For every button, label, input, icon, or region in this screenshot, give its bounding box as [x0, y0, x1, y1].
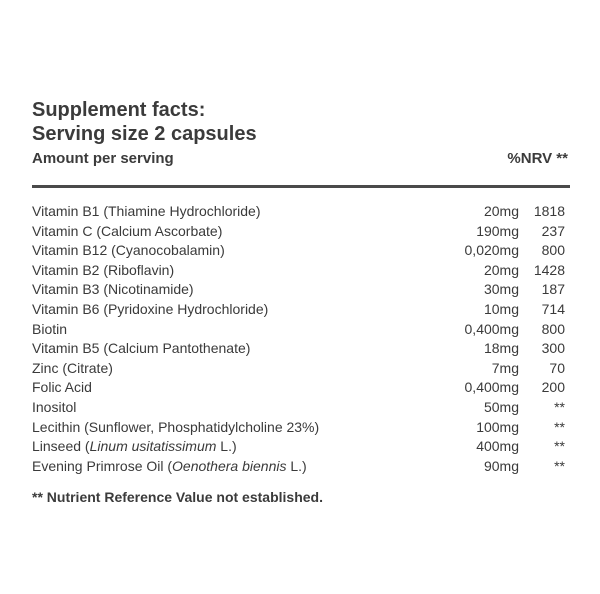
footnote: ** Nutrient Reference Value not established.	[32, 489, 323, 506]
table-row	[32, 280, 570, 300]
nutrient-name: Vitamin B3 (Nicotinamide)	[32, 281, 194, 298]
nutrient-nrv: **	[554, 418, 565, 435]
nutrient-nrv: **	[554, 457, 565, 474]
nutrient-nrv: **	[554, 398, 565, 415]
nutrient-nrv: **	[554, 438, 565, 455]
table-row	[32, 418, 570, 438]
nutrient-name: Biotin	[32, 320, 68, 337]
nutrient-amount: 0,020mg	[464, 242, 519, 259]
amount-header-row	[32, 149, 570, 169]
nutrient-nrv: 187	[541, 281, 565, 298]
nutrient-nrv: 237	[541, 222, 565, 239]
nutrient-amount: 0,400mg	[464, 320, 519, 337]
nutrient-name: Folic Acid	[32, 379, 92, 396]
name-suffix: L.)	[216, 438, 237, 455]
table-row	[32, 339, 570, 359]
title-line-2: Serving size 2 capsules	[32, 123, 257, 145]
table-row	[32, 261, 570, 281]
latin-name: Oenothera biennis	[172, 457, 287, 474]
table-row	[32, 359, 570, 379]
nutrient-nrv: 300	[541, 340, 565, 357]
nutrient-table	[32, 202, 570, 476]
nutrient-amount: 100mg	[476, 418, 519, 435]
table-row	[32, 202, 570, 222]
supplement-facts-panel	[32, 98, 570, 507]
nutrient-nrv: 800	[541, 320, 565, 337]
nutrient-amount: 190mg	[476, 222, 519, 239]
nutrient-nrv: 714	[541, 300, 565, 317]
nutrient-nrv: 800	[541, 242, 565, 259]
nutrient-name	[32, 457, 399, 477]
nutrient-amount: 7mg	[491, 359, 519, 376]
nutrient-amount: 90mg	[483, 457, 519, 474]
nutrient-name: Vitamin B6 (Pyridoxine Hydrochloride)	[32, 300, 269, 317]
nutrient-nrv: 1428	[533, 261, 565, 278]
nutrient-amount: 30mg	[483, 281, 519, 298]
nutrient-name: Vitamin C (Calcium Ascorbate)	[32, 222, 223, 239]
table-row	[32, 300, 570, 320]
nutrient-name: Zinc (Citrate)	[32, 359, 113, 376]
nutrient-name	[32, 437, 399, 457]
nutrient-amount: 10mg	[483, 300, 519, 317]
nutrient-name: Lecithin (Sunflower, Phosphatidylcholine 23%)	[32, 418, 320, 435]
nutrient-nrv: 1818	[533, 203, 565, 219]
nutrient-amount: 50mg	[483, 398, 519, 415]
nutrient-amount: 0,400mg	[464, 379, 519, 396]
table-row	[32, 378, 570, 398]
nutrient-amount: 20mg	[483, 203, 519, 219]
amount-per-serving-label: Amount per serving	[32, 150, 174, 167]
name-prefix: Evening Primrose Oil (	[32, 457, 173, 474]
name-prefix: Linseed (	[32, 438, 90, 455]
title-line-1: Supplement facts:	[32, 99, 206, 121]
nutrient-name: Inositol	[32, 398, 77, 415]
table-row	[32, 398, 570, 418]
table-row	[32, 241, 570, 261]
nutrient-nrv: 70	[549, 359, 565, 376]
nutrient-nrv: 200	[541, 379, 565, 396]
nutrient-name: Vitamin B12 (Cyanocobalamin)	[32, 242, 225, 259]
header-divider	[32, 185, 570, 188]
table-row	[32, 320, 570, 340]
table-row	[32, 222, 570, 242]
nrv-header-label: %NRV **	[507, 150, 568, 167]
nutrient-name: Vitamin B2 (Riboflavin)	[32, 261, 175, 278]
nutrient-amount: 18mg	[483, 340, 519, 357]
nutrient-amount: 20mg	[483, 261, 519, 278]
table-row	[32, 437, 570, 457]
nutrient-name: Vitamin B1 (Thiamine Hydrochloride)	[32, 203, 261, 219]
nutrient-amount: 400mg	[476, 438, 519, 455]
name-suffix: L.)	[286, 457, 307, 474]
table-row	[32, 457, 570, 477]
latin-name: Linum usitatissimum	[89, 438, 217, 455]
nutrient-name: Vitamin B5 (Calcium Pantothenate)	[32, 340, 251, 357]
